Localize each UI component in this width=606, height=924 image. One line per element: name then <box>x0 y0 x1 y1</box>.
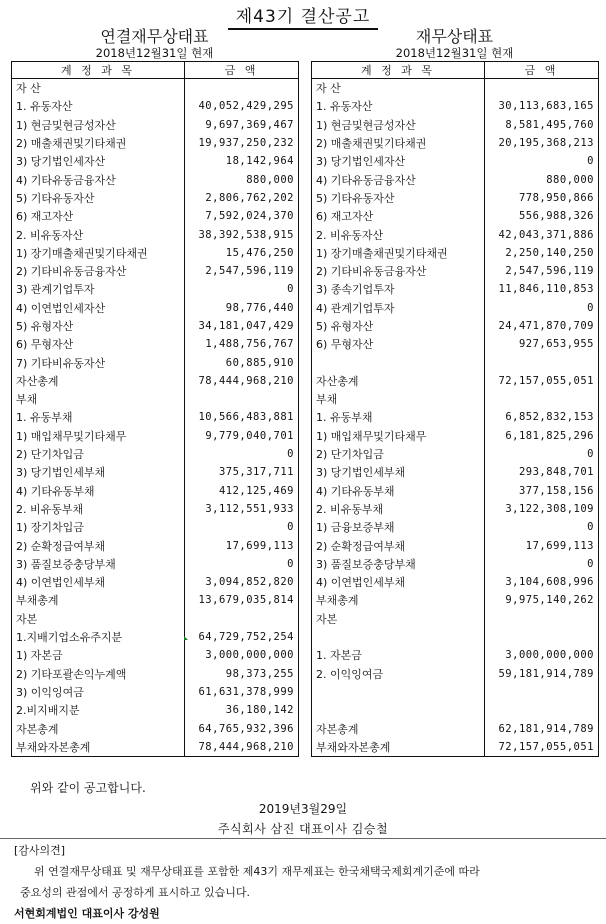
account-name-cell: 부채총계 <box>12 591 185 609</box>
account-name-cell: 3) 당기법인세부채 <box>12 463 185 481</box>
table-row <box>312 79 599 98</box>
table-row <box>12 170 299 188</box>
separate-date: 2018년12월31일 현재 <box>395 46 514 60</box>
column-header-account: 계 정 과 목 <box>312 62 485 79</box>
table-row <box>312 207 599 225</box>
account-name-cell: 부채총계 <box>312 591 485 609</box>
table-row <box>12 683 299 701</box>
table-row <box>312 116 599 134</box>
table-header-row <box>12 62 299 79</box>
consolidated-date: 2018년12월31일 현재 <box>95 46 214 60</box>
table-row <box>312 500 599 518</box>
table-row <box>12 463 299 481</box>
amount-cell: 20,195,368,213 <box>498 137 594 150</box>
account-name-cell: 4) 기타유동부채 <box>312 482 485 500</box>
table-row <box>12 445 299 463</box>
account-name-cell <box>312 701 485 719</box>
table-row <box>312 738 599 757</box>
amount-cell: 377,158,156 <box>518 484 594 497</box>
amount-cell: 36,180,142 <box>225 704 294 717</box>
account-name-cell: 부채 <box>12 390 185 408</box>
account-name-cell: 4) 기타유동금융자산 <box>312 170 485 188</box>
account-name-cell: 자산총계 <box>12 372 185 390</box>
amount-cell: 9,779,040,701 <box>205 429 294 442</box>
account-name-cell: 6) 무형자산 <box>12 335 185 353</box>
table-row <box>312 244 599 262</box>
amount-cell <box>185 390 299 408</box>
consolidated-rows <box>12 79 299 757</box>
table-row <box>12 97 299 115</box>
account-name-cell: 부채 <box>312 390 485 408</box>
table-row <box>12 372 299 390</box>
account-name-cell: 2. 이익잉여금 <box>312 665 485 683</box>
table-row <box>12 280 299 298</box>
account-name-cell: 자본총계 <box>12 719 185 737</box>
company-representative: 주식회사 삼진 대표이사 김승철 <box>217 822 389 836</box>
amount-cell: 60,885,910 <box>225 356 294 369</box>
amount-cell: 78,444,968,210 <box>198 740 294 753</box>
amount-cell: 2,806,762,202 <box>205 191 294 204</box>
amount-cell: 17,699,113 <box>225 539 294 552</box>
account-name-cell: 4) 이연법인세부채 <box>12 573 185 591</box>
amount-cell: 30,113,683,165 <box>498 100 594 113</box>
table-row <box>12 610 299 628</box>
account-name-cell: 5) 기타유동자산 <box>312 189 485 207</box>
table-row <box>12 353 299 371</box>
account-name-cell: 2) 매출채권및기타채권 <box>12 134 185 152</box>
consolidated-heading: 연결재무상태표 <box>100 27 209 46</box>
table-row <box>12 555 299 573</box>
account-name-cell: 2. 비유동부채 <box>12 500 185 518</box>
account-name-cell: 6) 무형자산 <box>312 335 485 353</box>
amount-cell: 34,181,047,429 <box>198 320 294 332</box>
table-row <box>312 591 599 609</box>
table-row <box>12 207 299 225</box>
table-row <box>12 116 299 134</box>
account-name-cell: 자본총계 <box>312 719 485 737</box>
amount-cell <box>485 390 599 408</box>
amount-cell: 3,000,000,000 <box>505 649 594 662</box>
amount-cell: 61,631,378,999 <box>198 685 294 698</box>
amount-cell: 412,125,469 <box>218 484 294 497</box>
amount-cell: 3,104,608,996 <box>505 576 594 589</box>
amount-cell: 38,392,538,915 <box>198 228 294 241</box>
table-row <box>312 372 599 390</box>
table-row <box>312 427 599 445</box>
table-row <box>312 628 599 646</box>
amount-cell: 59,181,914,789 <box>498 667 594 680</box>
amount-cell: 880,000 <box>546 173 594 186</box>
amount-cell: 6,852,832,153 <box>505 411 594 424</box>
audit-opinion <box>14 840 594 924</box>
account-name-cell: 1.지배기업소유주지분 <box>12 628 185 646</box>
account-name-cell: 자산총계 <box>312 372 485 390</box>
account-name-cell: 5) 기타유동자산 <box>12 189 185 207</box>
account-name-cell: 2) 단기차입금 <box>12 445 185 463</box>
account-name-cell: 4) 이연법인세부채 <box>312 573 485 591</box>
table-row <box>312 555 599 573</box>
consolidated-balance-table <box>11 61 299 757</box>
account-name-cell <box>312 628 485 646</box>
account-name-cell: 1) 매입채무및기타채무 <box>312 427 485 445</box>
table-row <box>312 170 599 188</box>
amount-cell: 0 <box>287 283 294 296</box>
amount-cell: 2,250,140,250 <box>505 246 594 259</box>
amount-cell: 1,488,756,767 <box>205 338 294 351</box>
amount-cell: 10,566,483,881 <box>198 411 294 424</box>
account-name-cell <box>312 683 485 701</box>
notice-date: 2019년3월29일 <box>258 802 348 816</box>
notice-statement: 위와 같이 공고합니다. <box>30 781 146 795</box>
table-row <box>12 646 299 664</box>
table-row <box>312 152 599 170</box>
account-name-cell: 1) 현금및현금성자산 <box>12 116 185 134</box>
amount-cell: 11,846,110,853 <box>498 283 594 296</box>
amount-cell: 17,699,113 <box>525 539 594 552</box>
account-name-cell: 1) 금융보증부채 <box>312 518 485 536</box>
account-name-cell: 1. 유동자산 <box>312 97 485 115</box>
amount-cell: 293,848,701 <box>518 466 594 479</box>
account-name-cell: 3) 품질보증충당부채 <box>312 555 485 573</box>
table-row <box>12 701 299 719</box>
amount-cell: 3,122,308,109 <box>505 502 594 515</box>
account-name-cell: 4) 이연법인세자산 <box>12 299 185 317</box>
table-row <box>12 665 299 683</box>
table-row <box>12 628 299 646</box>
account-name-cell: 2) 순확정급여부채 <box>312 536 485 554</box>
account-name-cell: 자 산 <box>12 79 185 98</box>
table-row <box>312 573 599 591</box>
table-row <box>12 591 299 609</box>
account-name-cell: 3) 당기법인세부채 <box>312 463 485 481</box>
amount-cell <box>185 79 299 98</box>
table-row <box>312 719 599 737</box>
account-name-cell: 자본 <box>12 610 185 628</box>
amount-cell: 24,471,870,709 <box>498 320 594 332</box>
account-name-cell: 3) 종속기업투자 <box>312 280 485 298</box>
table-row <box>312 335 599 353</box>
table-row <box>12 536 299 554</box>
cell-marker-icon <box>184 636 188 640</box>
table-row <box>12 244 299 262</box>
account-name-cell: 6) 재고자산 <box>312 207 485 225</box>
table-row <box>312 683 599 701</box>
amount-cell: 8,581,495,760 <box>505 118 594 131</box>
table-row <box>12 408 299 426</box>
table-row <box>12 738 299 757</box>
account-name-cell: 3) 이익잉여금 <box>12 683 185 701</box>
account-name-cell: 2) 기타비유동금융자산 <box>12 262 185 280</box>
table-row <box>12 189 299 207</box>
account-name-cell: 1. 유동부채 <box>12 408 185 426</box>
amount-cell: 778,950,866 <box>518 191 594 204</box>
table-row <box>312 701 599 719</box>
account-name-cell: 1. 유동부채 <box>312 408 485 426</box>
account-name-cell: 3) 품질보증충당부채 <box>12 555 185 573</box>
table-row <box>312 482 599 500</box>
table-row <box>312 317 599 335</box>
account-name-cell: 1) 장기매출채권및기타채권 <box>312 244 485 262</box>
amount-cell: 3,000,000,000 <box>205 649 294 662</box>
account-name-cell: 7) 기타비유동자산 <box>12 353 185 371</box>
table-row <box>312 189 599 207</box>
account-name-cell <box>312 353 485 371</box>
account-name-cell: 1. 유동자산 <box>12 97 185 115</box>
amount-cell: 15,476,250 <box>225 246 294 259</box>
account-name-cell: 2. 비유동부채 <box>312 500 485 518</box>
amount-cell: 0 <box>287 448 294 461</box>
notice-title-text: 제43기 결산공고 <box>228 7 379 30</box>
amount-cell: 0 <box>587 155 594 168</box>
table-row <box>312 134 599 152</box>
table-row <box>312 225 599 243</box>
amount-cell: 7,592,024,370 <box>205 210 294 223</box>
account-name-cell: 1) 장기차입금 <box>12 518 185 536</box>
table-row <box>12 134 299 152</box>
column-header-account: 계 정 과 목 <box>12 62 185 79</box>
table-row <box>12 390 299 408</box>
table-row <box>12 518 299 536</box>
table-row <box>312 445 599 463</box>
table-row <box>312 610 599 628</box>
amount-cell: 880,000 <box>246 173 294 186</box>
amount-cell: 0 <box>587 521 594 534</box>
amount-cell: 6,181,825,296 <box>505 429 594 442</box>
account-name-cell: 1) 매입채무및기타채무 <box>12 427 185 445</box>
audit-heading: [감사의견] <box>14 844 66 857</box>
table-row <box>312 408 599 426</box>
column-header-amount: 금 액 <box>485 62 599 79</box>
amount-cell: 98,776,440 <box>225 301 294 314</box>
audit-text-line1: 위 연결재무상태표 및 재무상태표를 포함한 제43기 재무제표는 한국채택국제회계기준에 따라 <box>34 865 480 878</box>
account-name-cell: 1) 자본금 <box>12 646 185 664</box>
amount-cell: 927,653,955 <box>518 338 594 351</box>
account-name-cell: 4) 관계기업투자 <box>312 299 485 317</box>
amount-cell: 9,697,369,467 <box>205 118 294 131</box>
table-row <box>12 427 299 445</box>
account-name-cell: 부채와자본총계 <box>12 738 185 757</box>
amount-cell: 3,094,852,820 <box>205 576 294 589</box>
account-name-cell: 1. 자본금 <box>312 646 485 664</box>
amount-cell: 64,729,752,254 <box>198 631 294 644</box>
separate-balance-table <box>311 61 599 757</box>
amount-cell: 556,988,326 <box>518 210 594 223</box>
audit-text-line2: 중요성의 관점에서 공정하게 표시하고 있습니다. <box>20 886 251 899</box>
amount-cell: 40,052,429,295 <box>198 100 294 113</box>
table-row <box>312 280 599 298</box>
account-name-cell: 자본 <box>312 610 485 628</box>
table-row <box>12 719 299 737</box>
table-row <box>312 665 599 683</box>
amount-cell: 42,043,371,886 <box>498 228 594 241</box>
table-row <box>12 299 299 317</box>
separate-heading: 재무상태표 <box>415 27 494 46</box>
account-name-cell: 1) 장기매출채권및기타채권 <box>12 244 185 262</box>
table-header-row <box>312 62 599 79</box>
amount-cell: 0 <box>587 301 594 314</box>
account-name-cell: 2.비지배지분 <box>12 701 185 719</box>
account-name-cell: 2) 기타비유동금융자산 <box>312 262 485 280</box>
table-row <box>12 482 299 500</box>
account-name-cell: 1) 현금및현금성자산 <box>312 116 485 134</box>
table-row <box>12 225 299 243</box>
table-row <box>12 262 299 280</box>
amount-cell <box>485 353 599 371</box>
divider <box>0 838 606 839</box>
amount-cell: 9,975,140,262 <box>505 594 594 607</box>
table-row <box>312 353 599 371</box>
amount-cell <box>485 683 599 701</box>
account-name-cell: 3) 당기법인세자산 <box>12 152 185 170</box>
account-name-cell: 4) 기타유동금융자산 <box>12 170 185 188</box>
amount-cell: 64,765,932,396 <box>198 722 294 735</box>
table-row <box>12 335 299 353</box>
amount-cell: 0 <box>587 448 594 461</box>
amount-cell <box>485 701 599 719</box>
table-row <box>312 536 599 554</box>
table-row <box>12 317 299 335</box>
amount-cell: 0 <box>287 521 294 534</box>
table-row <box>312 97 599 115</box>
amount-cell: 2,547,596,119 <box>205 265 294 278</box>
column-header-amount: 금 액 <box>185 62 299 79</box>
table-row <box>312 262 599 280</box>
amount-cell: 19,937,250,232 <box>198 137 294 150</box>
account-name-cell: 2) 기타포괄손익누계액 <box>12 665 185 683</box>
account-name-cell: 부채와자본총계 <box>312 738 485 757</box>
table-row <box>12 573 299 591</box>
amount-cell: 375,317,711 <box>218 466 294 479</box>
account-name-cell: 2. 비유동자산 <box>12 225 185 243</box>
account-name-cell: 5) 유형자산 <box>312 317 485 335</box>
account-name-cell: 4) 기타유동부채 <box>12 482 185 500</box>
account-name-cell: 3) 당기법인세자산 <box>312 152 485 170</box>
table-row <box>12 79 299 98</box>
amount-cell <box>485 610 599 628</box>
account-name-cell: 2) 매출채권및기타채권 <box>312 134 485 152</box>
amount-cell: 0 <box>287 557 294 570</box>
table-row <box>312 390 599 408</box>
amount-cell: 98,373,255 <box>225 667 294 680</box>
amount-cell: 72,157,055,051 <box>498 374 594 387</box>
account-name-cell: 6) 재고자산 <box>12 207 185 225</box>
amount-cell: 2,547,596,119 <box>505 265 594 278</box>
amount-cell <box>185 610 299 628</box>
amount-cell: 78,444,968,210 <box>198 374 294 387</box>
table-row <box>312 646 599 664</box>
amount-cell: 3,112,551,933 <box>205 502 294 515</box>
amount-cell: 18,142,964 <box>225 155 294 168</box>
amount-cell: 13,679,035,814 <box>198 594 294 607</box>
account-name-cell: 5) 유형자산 <box>12 317 185 335</box>
table-row <box>12 500 299 518</box>
table-row <box>312 299 599 317</box>
amount-cell <box>485 628 599 646</box>
table-row <box>312 518 599 536</box>
separate-rows <box>312 79 599 757</box>
account-name-cell: 3) 관계기업투자 <box>12 280 185 298</box>
account-name-cell: 2. 비유동자산 <box>312 225 485 243</box>
table-row <box>12 152 299 170</box>
account-name-cell: 2) 단기차입금 <box>312 445 485 463</box>
amount-cell: 72,157,055,051 <box>498 740 594 753</box>
amount-cell: 0 <box>587 557 594 570</box>
auditor-name: 서현회계법인 대표이사 강성원 <box>14 907 160 920</box>
account-name-cell: 자 산 <box>312 79 485 98</box>
amount-cell <box>485 79 599 98</box>
account-name-cell: 2) 순확정급여부채 <box>12 536 185 554</box>
table-row <box>312 463 599 481</box>
amount-cell: 62,181,914,789 <box>498 722 594 735</box>
